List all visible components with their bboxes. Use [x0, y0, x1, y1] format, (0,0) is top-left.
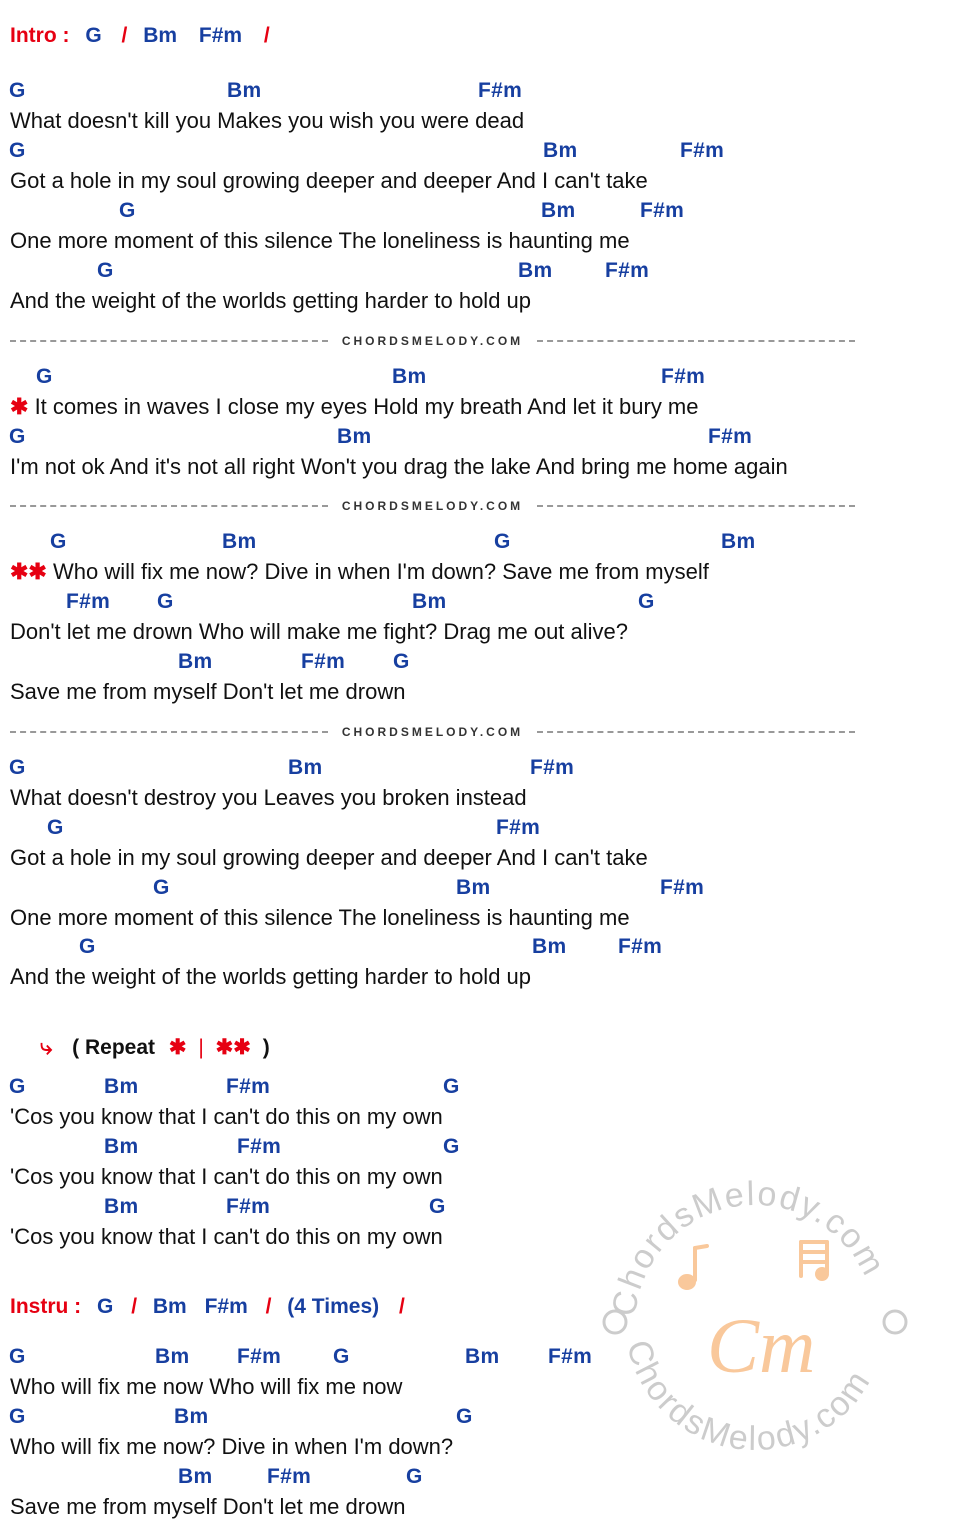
- chord: G: [36, 365, 53, 388]
- music-note-icon: [680, 1246, 707, 1288]
- chord: G: [50, 530, 67, 553]
- repeat-label: ( Repeat: [72, 1036, 156, 1059]
- lyric-line: 'Cos you know that I can't do this on my own: [10, 1164, 443, 1189]
- chord: Bm: [104, 1075, 139, 1098]
- chord: Bm: [337, 425, 372, 448]
- chord: F#m: [301, 650, 346, 673]
- chord: G: [443, 1075, 460, 1098]
- chord: Bm: [288, 756, 323, 779]
- lyric-text: It comes in waves I close my eyes Hold my breath And let it bury me: [34, 394, 699, 419]
- chord: G: [9, 425, 26, 448]
- chord: G: [406, 1465, 423, 1488]
- lyric-line: I'm not ok And it's not all right Won't you drag the lake And bring me home again: [10, 454, 788, 479]
- watermark-text-bottom: ChordsMelody.com: [618, 1335, 879, 1459]
- lyric-line: One more moment of this silence The loneliness is haunting me: [10, 228, 630, 253]
- chord: F#m: [618, 935, 663, 958]
- lyric-line: Save me from myself Don't let me drown: [10, 1494, 406, 1519]
- chord: Bm: [721, 530, 756, 553]
- lyric-line: Who will fix me now? Dive in when I'm down?: [10, 1434, 454, 1459]
- chord: G: [9, 1345, 26, 1368]
- lyric-line: What doesn't kill you Makes you wish you were dead: [10, 108, 525, 133]
- star-marker: ✱: [10, 394, 29, 419]
- repeat-marker: [40, 1034, 270, 1060]
- lyric-line: And the weight of the worlds getting harder to hold up: [10, 288, 532, 313]
- lyric-line: Got a hole in my soul growing deeper and deeper And I can't take: [10, 168, 648, 193]
- chord: F#m: [198, 24, 243, 47]
- chord: F#m: [660, 876, 705, 899]
- chord: G: [443, 1135, 460, 1158]
- chord: F#m: [204, 1295, 248, 1318]
- separator: [10, 499, 855, 513]
- chord: G: [494, 530, 511, 553]
- lyric-line: 'Cos you know that I can't do this on my own: [10, 1104, 443, 1129]
- chord: Bm: [518, 259, 553, 282]
- chord: Bm: [178, 1465, 213, 1488]
- watermark-text-top: ChordsMelody.com: [604, 1174, 893, 1319]
- times-label: (4 Times): [287, 1295, 380, 1318]
- slash: /: [398, 1295, 405, 1318]
- chord: F#m: [530, 756, 575, 779]
- chord: G: [47, 816, 64, 839]
- separator: [10, 725, 855, 739]
- lyric-line: Save me from myself Don't let me drown: [10, 679, 406, 704]
- chord: Bm: [456, 876, 491, 899]
- chord: F#m: [640, 199, 685, 222]
- slash: /: [265, 1295, 272, 1318]
- lyric-line: 'Cos you know that I can't do this on my own: [10, 1224, 443, 1249]
- chord: F#m: [661, 365, 706, 388]
- chord: G: [333, 1345, 350, 1368]
- chord: G: [9, 139, 26, 162]
- separator-text: CHORDSMELODY.COM: [341, 725, 524, 739]
- slash: /: [131, 1295, 138, 1318]
- lyric-line: One more moment of this silence The loneliness is haunting me: [10, 905, 630, 930]
- chord: G: [153, 876, 170, 899]
- chord: F#m: [496, 816, 541, 839]
- chord: G: [456, 1405, 473, 1428]
- cm-logo: Cm: [707, 1302, 816, 1389]
- instru-line: [10, 1295, 405, 1319]
- slash: /: [263, 24, 270, 47]
- chord: Bm: [152, 1295, 187, 1318]
- chord: Bm: [465, 1345, 500, 1368]
- chord: F#m: [226, 1075, 271, 1098]
- chord: G: [79, 935, 96, 958]
- chord: Bm: [174, 1405, 209, 1428]
- lyric-line: Don't let me drown Who will make me fight? Drag me out alive?: [10, 619, 629, 644]
- chord: Bm: [155, 1345, 190, 1368]
- chord: F#m: [708, 425, 753, 448]
- chord: G: [9, 1075, 26, 1098]
- double-star-marker: ✱✱: [215, 1036, 251, 1059]
- chord: G: [9, 79, 26, 102]
- intro-label: Intro :: [10, 24, 70, 47]
- chord: Bm: [541, 199, 576, 222]
- chord: Bm: [412, 590, 447, 613]
- chord: G: [9, 1405, 26, 1428]
- chord: Bm: [227, 79, 262, 102]
- chord: F#m: [267, 1465, 312, 1488]
- chord: G: [393, 650, 410, 673]
- separator: [10, 334, 855, 348]
- instru-label: Instru :: [10, 1295, 82, 1318]
- chord: G: [97, 259, 114, 282]
- chord: G: [9, 756, 26, 779]
- lyric-line: [10, 559, 709, 585]
- chord: G: [119, 199, 136, 222]
- lyric-line: What doesn't destroy you Leaves you broken instead: [10, 785, 527, 810]
- chord: G: [97, 1295, 114, 1318]
- chord: F#m: [237, 1345, 282, 1368]
- chord: Bm: [104, 1195, 139, 1218]
- chord: F#m: [548, 1345, 593, 1368]
- double-star-marker: ✱✱: [10, 559, 47, 584]
- chordsmelody-watermark: [595, 1160, 915, 1490]
- slash: /: [121, 24, 128, 47]
- chord: G: [429, 1195, 446, 1218]
- sheet-music-icon: [801, 1242, 827, 1279]
- chord: F#m: [605, 259, 650, 282]
- chord: Bm: [143, 24, 178, 47]
- chord: Bm: [392, 365, 427, 388]
- chord: Bm: [222, 530, 257, 553]
- lyric-line: Got a hole in my soul growing deeper and deeper And I can't take: [10, 845, 648, 870]
- separator-text: CHORDSMELODY.COM: [341, 499, 524, 513]
- return-arrow-icon: ⤷: [40, 1034, 53, 1059]
- lyric-line: And the weight of the worlds getting harder to hold up: [10, 964, 532, 989]
- lyric-text: Who will fix me now? Dive in when I'm down? Save me from myself: [53, 559, 709, 584]
- chord: G: [85, 24, 102, 47]
- chord: G: [638, 590, 655, 613]
- chord: F#m: [680, 139, 725, 162]
- chord: G: [157, 590, 174, 613]
- chord: F#m: [237, 1135, 282, 1158]
- separator-text: CHORDSMELODY.COM: [341, 334, 524, 348]
- chord: F#m: [66, 590, 111, 613]
- lyric-line: Who will fix me now Who will fix me now: [10, 1374, 403, 1399]
- chord: Bm: [104, 1135, 139, 1158]
- chord: F#m: [478, 79, 523, 102]
- chord: Bm: [178, 650, 213, 673]
- chord: F#m: [226, 1195, 271, 1218]
- chord: Bm: [532, 935, 567, 958]
- divider: |: [198, 1036, 204, 1059]
- chord: Bm: [543, 139, 578, 162]
- repeat-close: ): [262, 1036, 270, 1059]
- lyric-line: [10, 394, 699, 420]
- star-marker: ✱: [168, 1036, 187, 1059]
- intro-line: [10, 24, 270, 48]
